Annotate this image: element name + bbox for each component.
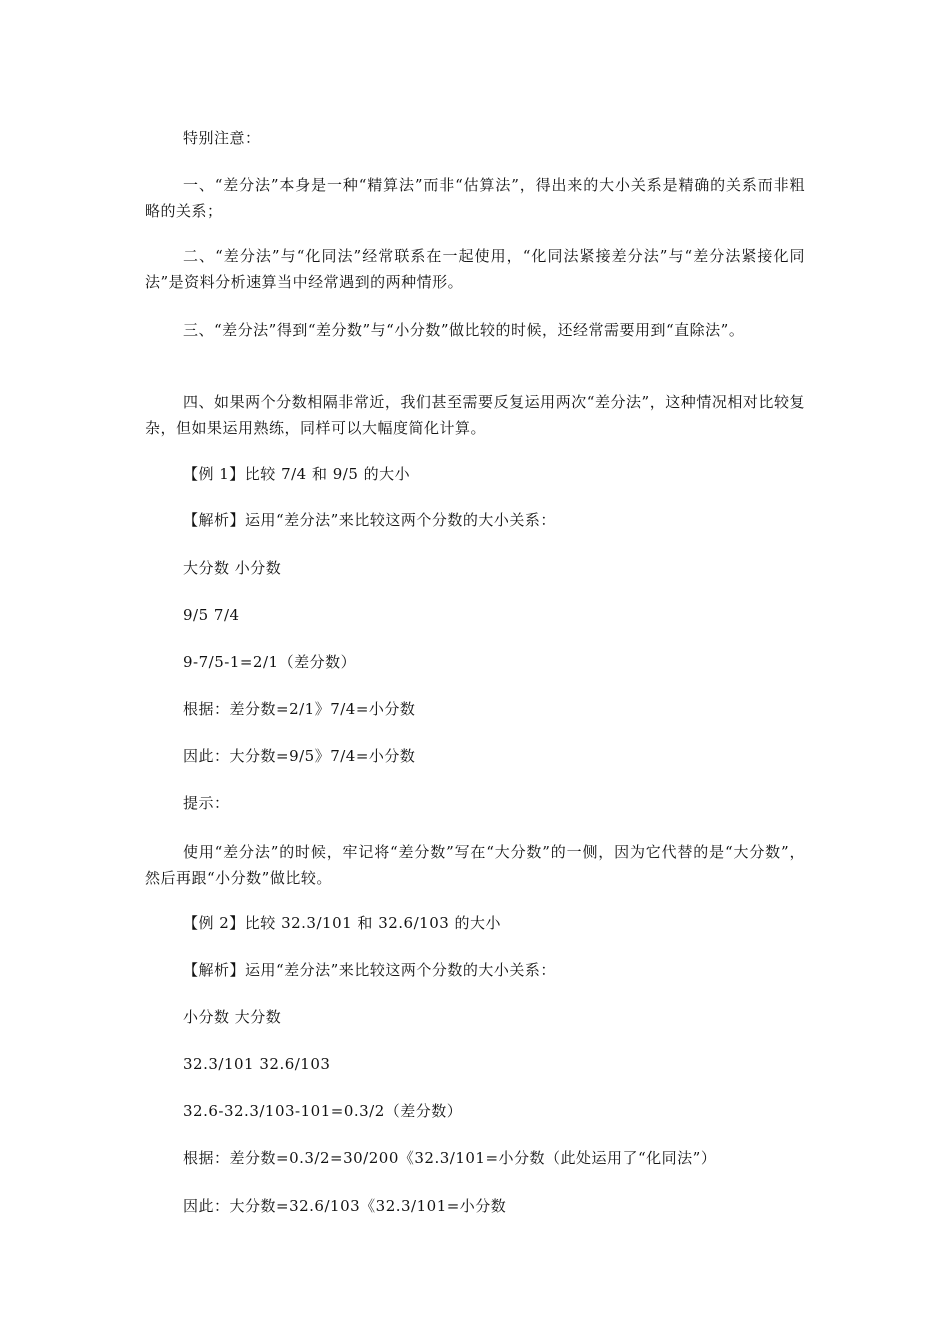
example-2-title: 【例 2】比较 32.3/101 和 32.6/103 的大小 [183, 914, 502, 932]
example-2-basis: 根据：差分数=0.3/2=30/200《32.3/101=小分数（此处运用了“化同法”） [183, 1149, 717, 1167]
note-1: 一、“差分法”本身是一种“精算法”而非“估算法”，得出来的大小关系是精确的关系而非粗略的关系； [145, 176, 805, 220]
example-1-basis: 根据：差分数=2/1》7/4=小分数 [183, 700, 416, 718]
example-1-header: 大分数 小分数 [183, 559, 282, 577]
example-1-tip: 使用“差分法”的时候，牢记将“差分数”写在“大分数”的一侧，因为它代替的是“大分数”，然后再跟“小分数”做比较。 [145, 843, 805, 887]
example-1-tip-label: 提示： [183, 794, 230, 812]
example-1-fractions: 9/5 7/4 [183, 606, 240, 624]
note-4: 四、如果两个分数相隔非常近，我们甚至需要反复运用两次“差分法”，这种情况相对比较复杂，但如果运用熟练，同样可以大幅度简化计算。 [145, 393, 805, 437]
note-3: 三、“差分法”得到“差分数”与“小分数”做比较的时候，还经常需要用到“直除法”。 [183, 321, 745, 339]
example-2-header: 小分数 大分数 [183, 1008, 282, 1026]
example-1-title: 【例 1】比较 7/4 和 9/5 的大小 [183, 465, 411, 483]
example-2-fractions: 32.3/101 32.6/103 [183, 1055, 331, 1073]
example-2-diff: 32.6-32.3/103-101=0.3/2（差分数） [183, 1102, 463, 1120]
example-2-conclusion: 因此：大分数=32.6/103《32.3/101=小分数 [183, 1197, 507, 1215]
note-2: 二、“差分法”与“化同法”经常联系在一起使用，“化同法紧接差分法”与“差分法紧接化同法”是资料分析速算当中经常遇到的两种情形。 [145, 247, 805, 291]
example-1-diff: 9-7/5-1=2/1（差分数） [183, 653, 357, 671]
example-1-conclusion: 因此：大分数=9/5》7/4=小分数 [183, 747, 416, 765]
example-2-analysis: 【解析】运用“差分法”来比较这两个分数的大小关系： [183, 961, 556, 979]
example-1-analysis: 【解析】运用“差分法”来比较这两个分数的大小关系： [183, 511, 556, 529]
notice-heading: 特别注意： [183, 129, 261, 147]
